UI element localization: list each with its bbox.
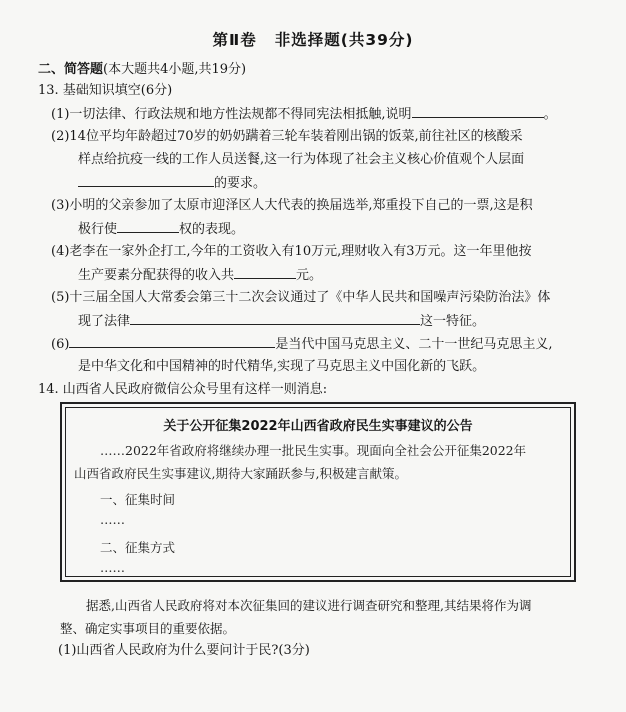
q13-item-4-line-1: (4)老李在一家外企打工,今年的工资收入有10万元,理财收入有3万元。这一年里他按 [51,244,532,259]
q13-item-2-end: 的要求。 [214,176,267,191]
notice-line-2: 山西省政府民生实事建议,期待大家踊跃参与,积极建言献策。 [74,466,407,481]
q13-item-5-line-1: (5)十三届全国人大常委会第三十二次会议通过了《中华人民共和国噪声污染防治法》体 [51,290,551,305]
notice-item-2: 二、征集方式 [100,540,176,555]
q13-item-6-line-1 [51,335,553,353]
notice-ellipsis-2: …… [100,560,125,575]
notice-box [60,402,576,582]
answer-blank[interactable] [130,312,420,325]
notice-ellipsis-1: …… [100,512,125,527]
q13-item-3-pre: 极行使 [78,222,118,237]
q13-item-2-line-3 [78,174,266,192]
q13-item-1 [51,105,557,123]
q13-item-2-line-2: 样点给抗疫一线的工作人员送餐,这一行为体现了社会主义核心价值观个人层面 [78,152,525,167]
q13-item-4-line-2 [78,266,322,284]
q13-label: 13. 基础知识填空(6分) [38,83,173,98]
notice-line-1: ……2022年省政府将继续办理一批民生实事。现面向全社会公开征集2022年 [100,443,527,458]
answer-blank[interactable] [234,266,296,279]
section-label: 二、简答题 [38,62,104,77]
q13-item-3-line-2 [78,220,244,238]
answer-blank[interactable] [78,174,214,187]
section-note: (本大题共4小题,共19分) [103,62,247,77]
volume-label: 第Ⅱ卷 [212,31,257,49]
q13-item-5-pre: 现了法律 [78,314,131,329]
q14-intro: 14. 山西省人民政府微信公众号里有这样一则消息: [38,382,328,397]
q13-item-3-end: 权的表现。 [179,222,245,237]
q13-item-6-end: 是当代中国马克思主义、二十一世纪马克思主义, [275,337,553,352]
part-subtitle: 非选择题(共39分) [274,31,414,49]
answer-blank[interactable] [69,335,275,348]
notice-item-1: 一、征集时间 [100,492,176,507]
notice-inner-frame [65,407,571,577]
q13-item-6-line-2: 是中华文化和中国精神的时代精华,实现了马克思主义中国化新的飞跃。 [78,359,486,374]
q13-item-6-pre: (6) [51,337,70,352]
q13-item-1-end: 。 [543,107,557,122]
q14-context-line-2: 整、确定实事项目的重要依据。 [60,621,236,636]
part-title [0,28,626,50]
q13-item-2-line-1: (2)14位平均年龄超过70岁的奶奶蹒着三轮车装着刚出锅的饭菜,前往社区的核酸采 [51,129,523,144]
q13-item-3-line-1: (3)小明的父亲参加了太原市迎泽区人大代表的换届选举,郑重投下自己的一票,这是积 [51,198,533,213]
q14-context-line-1: 据悉,山西省人民政府将对本次征集回的建议进行调查研究和整理,其结果将作为调 [86,598,532,613]
q13-item-1-text: (1)一切法律、行政法规和地方性法规都不得同宪法相抵触,说明 [51,107,412,122]
section-heading [38,61,246,78]
q13-item-5-end: 这一特征。 [420,314,486,329]
q13-item-4-pre: 生产要素分配获得的收入共 [78,268,235,283]
q14-subquestion-1: (1)山西省人民政府为什么要问计于民?(3分) [58,643,310,658]
q13-item-5-line-2 [78,312,485,330]
answer-blank[interactable] [117,220,179,233]
answer-blank[interactable] [412,105,544,118]
q13-item-4-end: 元。 [296,268,323,283]
notice-title: 关于公开征集2022年山西省政府民生实事建议的公告 [163,419,473,434]
